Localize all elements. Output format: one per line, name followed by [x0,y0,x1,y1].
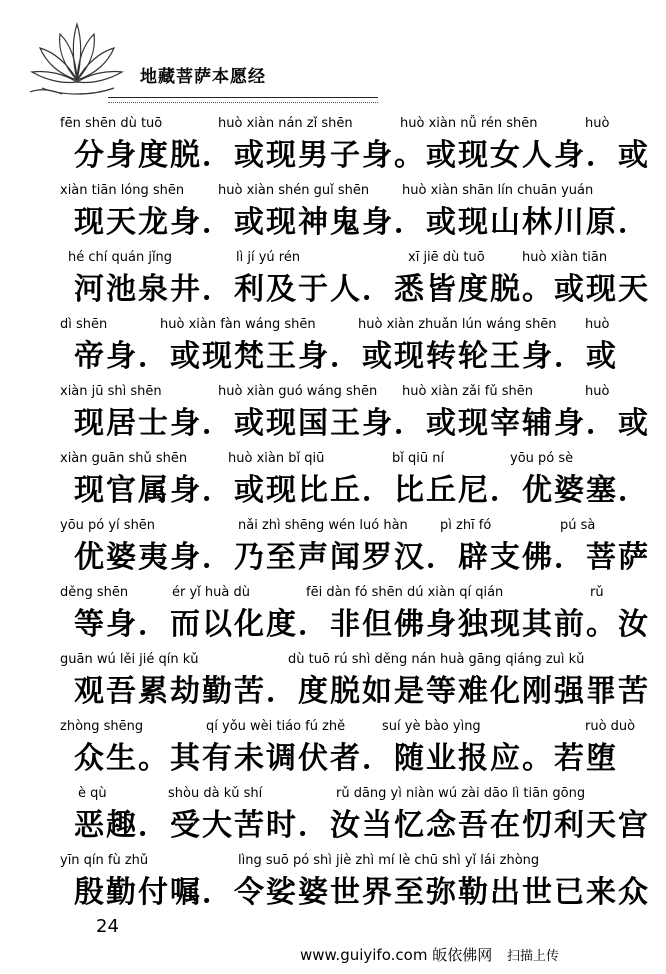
pinyin-group: huò xiàn bǐ qiū [228,451,325,466]
verse-line [60,112,650,179]
pinyin-group: xiàn guān shǔ shēn [60,451,188,466]
pinyin-group: ruò duò [585,719,636,734]
pinyin-group: huò xiàn nán zǐ shēn [218,116,353,131]
pinyin-group: suí yè bào yìng [382,719,481,734]
pinyin-group: rǔ [590,585,604,600]
hanzi-text: 殷勤付嘱．令娑婆世界至弥勒出世已来众 [74,875,650,910]
pinyin-group: huò xiàn nǚ rén shēn [400,116,538,131]
hanzi-text: 等身．而以化度．非但佛身独现其前。汝 [74,607,650,642]
verse-line [60,179,650,246]
verse-line [60,782,650,849]
pinyin-group: pì zhī fó [440,518,492,533]
pinyin-group: yōu pó yí shēn [60,518,156,533]
pinyin-group: dì shēn [60,317,108,332]
pinyin-group: huò [585,116,610,131]
verse-line [60,246,650,313]
pinyin-group: huò xiàn shén guǐ shēn [218,183,370,198]
pinyin-group: shòu dà kǔ shí [168,786,263,801]
header-rule [108,97,378,98]
pinyin-group: huò xiàn guó wáng shēn [218,384,378,399]
hanzi-text: 优婆夷身．乃至声闻罗汉．辟支佛．菩萨 [74,540,650,575]
pinyin-group: rǔ dāng yì niàn wú zài dāo lì tiān gōng [336,786,586,801]
pinyin-group: huò [585,317,610,332]
hanzi-text: 现官属身．或现比丘．比丘尼．优婆塞． [74,473,650,508]
page-number: 24 [96,916,119,937]
hanzi-text: 河池泉井．利及于人．悉皆度脱。或现天 [74,272,650,307]
pinyin-group: lì jí yú rén [236,250,301,265]
pinyin-group: è qù [78,786,107,801]
pinyin-group: huò xiàn fàn wáng shēn [160,317,316,332]
pinyin-group: dù tuō rú shì děng nán huà gāng qiáng zuì kǔ [288,652,585,667]
pinyin-group: guān wú lěi jié qín kǔ [60,652,199,667]
pinyin-group: yōu pó sè [510,451,574,466]
verse-line [60,313,640,380]
lotus-icon [22,18,132,98]
verse-line [60,581,650,648]
hanzi-text: 恶趣．受大苦时．汝当忆念吾在忉利天宫 [74,808,650,843]
hanzi-text: 众生。其有未调伏者．随业报应。若堕 [74,741,618,776]
footer-note: 扫描上传 [506,949,559,964]
pinyin-group: huò xiàn zhuǎn lún wáng shēn [358,317,557,332]
verse-line [60,514,650,581]
verse-line [60,380,650,447]
pinyin-group: huò xiàn zǎi fǔ shēn [402,384,533,399]
footer [300,944,559,965]
hanzi-text: 帝身．或现梵王身．或现转轮王身．或 [74,339,618,374]
pinyin-group: huò [585,384,610,399]
pinyin-group: děng shēn [60,585,129,600]
pinyin-group: bǐ qiū ní [392,451,445,466]
footer-site: www.guiyifo.com 皈依佛网 [300,946,493,964]
pinyin-group: zhòng shēng [60,719,144,734]
pinyin-group: hé chí quán jǐng [68,250,173,265]
pinyin-group: nǎi zhì shēng wén luó hàn [238,518,408,533]
hanzi-text: 观吾累劫勤苦．度脱如是等难化刚强罪苦 [74,674,650,709]
verse-line [60,648,650,715]
book-title: 地藏菩萨本愿经 [140,67,266,87]
pinyin-group: huò xiàn tiān [522,250,608,265]
verse-line [60,447,650,514]
verse-lines [60,112,650,916]
pinyin-group: fēn shēn dù tuō [60,116,163,131]
pinyin-group: xiàn tiān lóng shēn [60,183,185,198]
pinyin-group: yīn qín fù zhǔ [60,853,149,868]
hanzi-text: 分身度脱．或现男子身。或现女人身．或 [74,138,650,173]
verse-line [60,715,640,782]
pinyin-group: lìng suō pó shì jiè zhì mí lè chū shì yǐ lái zhòng [238,853,540,868]
pinyin-group: huò xiàn shān lín chuān yuán [402,183,594,198]
pinyin-group: qí yǒu wèi tiáo fú zhě [206,719,346,734]
pinyin-group: xiàn jū shì shēn [60,384,162,399]
page-header [0,0,666,112]
pinyin-group: xī jiē dù tuō [408,250,485,265]
hanzi-text: 现天龙身．或现神鬼身．或现山林川原． [74,205,650,240]
pinyin-group: pú sà [560,518,596,533]
pinyin-group: fēi dàn fó shēn dú xiàn qí qián [306,585,504,600]
header-rule-dotted [108,102,378,103]
hanzi-text: 现居士身．或现国王身．或现宰辅身．或 [74,406,650,441]
pinyin-group: ér yǐ huà dù [172,585,250,600]
verse-line [60,849,650,916]
